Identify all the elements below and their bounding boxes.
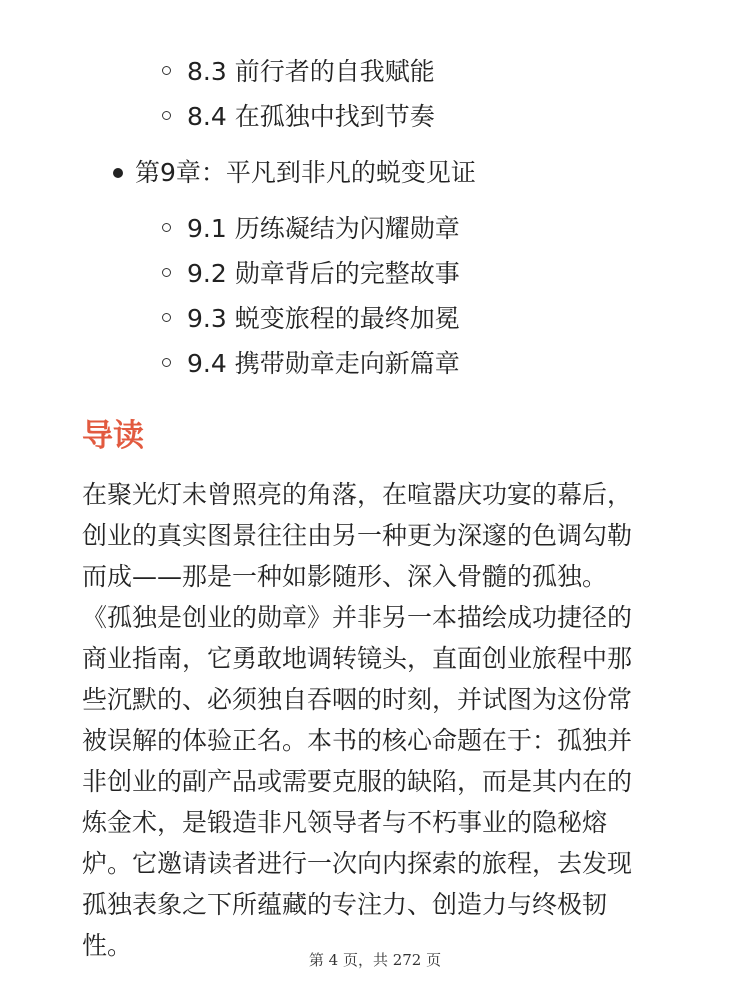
section-heading: 导读 (82, 418, 144, 454)
toc-section-item[interactable] (0, 206, 750, 251)
paragraph-line: 在聚光灯未曾照亮的角落，在喧嚣庆功宴的幕后， (82, 480, 633, 509)
paragraph-line: 创业的真实图景往往由另一种更为深邃的色调勾勒 (82, 521, 633, 550)
paragraph-line: 非创业的副产品或需要克服的缺陷，而是其内在的 (82, 767, 633, 796)
toc-section-label: 8.3 前行者的自我赋能 (187, 57, 435, 86)
paragraph-line: 炼金术，是锻造非凡领导者与不朽事业的隐秘熔 (82, 808, 608, 837)
toc-section-item[interactable] (0, 251, 750, 296)
hollow-bullet-icon (162, 268, 171, 277)
paragraph-line: 被误解的体验正名。本书的核心命题在于：孤独并 (82, 726, 633, 755)
toc-section-item[interactable] (0, 94, 750, 139)
paragraph-line: 性。 (82, 931, 133, 960)
hollow-bullet-icon (162, 223, 171, 232)
toc-section-label: 9.2 勋章背后的完整故事 (187, 259, 460, 288)
hollow-bullet-icon (162, 358, 171, 367)
toc-chapter9-sections (0, 206, 750, 386)
toc-chapter8-sections (0, 49, 750, 139)
toc-section-label: 9.3 蜕变旅程的最终加冕 (187, 304, 460, 333)
toc-chapter-item[interactable] (0, 150, 750, 195)
toc-section-label: 9.4 携带勋章走向新篇章 (187, 349, 460, 378)
toc-chapter-label: 第9章：平凡到非凡的蜕变见证 (135, 158, 476, 187)
paragraph-line: 而成——那是一种如影随形、深入骨髓的孤独。 (82, 562, 608, 591)
paragraph-line: 《孤独是创业的勋章》并非另一本描绘成功捷径的 (82, 603, 633, 632)
paragraph-line: 炉。它邀请读者进行一次向内探索的旅程，去发现 (82, 849, 633, 878)
hollow-bullet-icon (162, 313, 171, 322)
toc-section-label: 8.4 在孤独中找到节奏 (187, 102, 435, 131)
intro-paragraph (82, 474, 672, 966)
paragraph-line: 孤独表象之下所蕴藏的专注力、创造力与终极韧 (82, 890, 608, 919)
solid-bullet-icon (113, 168, 123, 178)
toc-section-label: 9.1 历练凝结为闪耀勋章 (187, 214, 460, 243)
toc-section-item[interactable] (0, 296, 750, 341)
page-number: 第 4 页，共 272 页 (308, 951, 442, 969)
hollow-bullet-icon (162, 66, 171, 75)
toc-section-item[interactable] (0, 341, 750, 386)
paragraph-line: 商业指南，它勇敢地调转镜头，直面创业旅程中那 (82, 644, 633, 673)
toc-section-item[interactable] (0, 49, 750, 94)
hollow-bullet-icon (162, 111, 171, 120)
paragraph-line: 些沉默的、必须独自吞咽的时刻，并试图为这份常 (82, 685, 633, 714)
